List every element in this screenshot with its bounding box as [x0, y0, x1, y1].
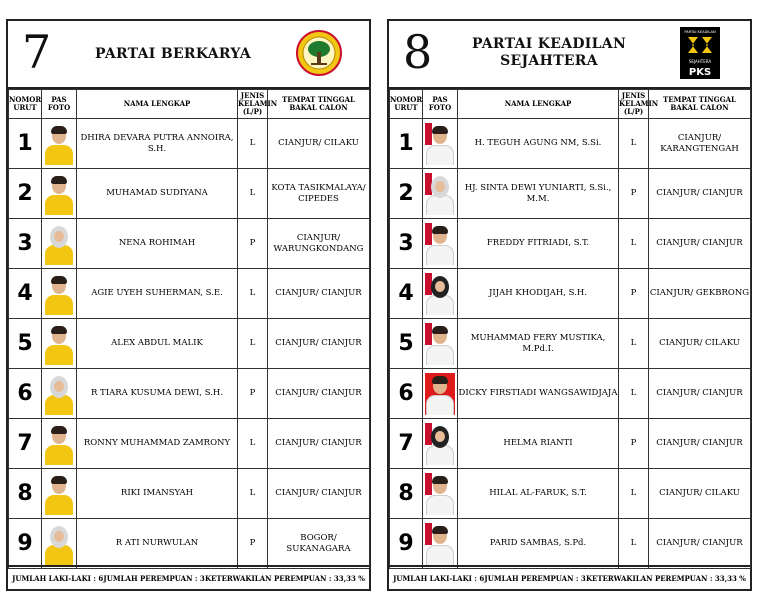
row-number: 5: [9, 319, 42, 369]
berkarya-logo-icon: [296, 30, 342, 76]
candidate-photo: [42, 319, 77, 369]
male-count: JUMLAH LAKI-LAKI : 6: [393, 573, 485, 583]
col-foto: PAS FOTO: [423, 90, 458, 119]
candidate-gender: P: [619, 169, 649, 219]
table-row: [390, 469, 751, 519]
candidate-gender: L: [238, 269, 268, 319]
candidate-name: R TIARA KUSUMA DEWI, S.H.: [77, 369, 238, 419]
candidate-photo: [423, 119, 458, 169]
col-foto: PAS FOTO: [42, 90, 77, 119]
row-number: 6: [9, 369, 42, 419]
party-number: 8: [403, 25, 433, 79]
candidate-photo: [423, 269, 458, 319]
row-number: 2: [390, 169, 423, 219]
party-number: 7: [22, 25, 52, 79]
pks-logo-abbr: PKS: [688, 67, 712, 78]
row-number: 8: [9, 469, 42, 519]
candidate-place: CIANJUR/ CILAKU: [649, 319, 751, 369]
row-number: 9: [390, 519, 423, 569]
pks-logo-text-mid: SEJAHTERA: [688, 59, 712, 64]
candidate-gender: L: [619, 219, 649, 269]
row-number: 4: [9, 269, 42, 319]
table-row: [390, 419, 751, 469]
party-name-line1: PARTAI KEADILAN: [471, 36, 627, 52]
table-row: [390, 219, 751, 269]
candidate-table: [8, 89, 370, 569]
candidate-photo: [42, 269, 77, 319]
party-panel-berkarya: [6, 19, 371, 591]
col-tempat: TEMPAT TINGGAL BAKAL CALON: [649, 90, 751, 119]
row-number: 4: [390, 269, 423, 319]
male-count: JUMLAH LAKI-LAKI : 6: [12, 573, 104, 583]
table-row: [9, 319, 370, 369]
candidate-name: MUHAMMAD FERY MUSTIKA, M.Pd.I.: [458, 319, 619, 369]
col-jenis: JENIS KELAMIN (L/P): [619, 90, 649, 119]
table-row: [9, 119, 370, 169]
candidate-table: [389, 89, 751, 569]
pks-logo-text-top: PARTAI KEADILAN: [684, 30, 716, 34]
candidate-place: CIANJUR/ CIANJUR: [268, 469, 370, 519]
row-number: 3: [390, 219, 423, 269]
candidate-gender: L: [619, 369, 649, 419]
candidate-name: HJ. SINTA DEWI YUNIARTI, S.Si., M.M.: [458, 169, 619, 219]
party-name-line2: SEJAHTERA: [500, 53, 598, 69]
candidate-gender: P: [238, 369, 268, 419]
table-row: [9, 519, 370, 569]
candidate-place: CIANJUR/ CIANJUR: [649, 169, 751, 219]
candidate-photo: [423, 469, 458, 519]
col-jenis: JENIS KELAMIN (L/P): [238, 90, 268, 119]
candidate-photo: [42, 469, 77, 519]
candidate-photo: [423, 519, 458, 569]
table-row: [390, 319, 751, 369]
party-header: [8, 21, 369, 89]
row-number: 9: [9, 519, 42, 569]
candidate-name: FREDDY FITRIADI, S.T.: [458, 219, 619, 269]
candidate-place: CIANJUR/ CILAKU: [649, 469, 751, 519]
candidate-name: JIJAH KHODIJAH, S.H.: [458, 269, 619, 319]
candidate-name: RIKI IMANSYAH: [77, 469, 238, 519]
female-count: JUMLAH PEREMPUAN : 3: [103, 573, 205, 583]
candidate-photo: [423, 369, 458, 419]
party-header: [389, 21, 750, 89]
candidate-name: ALEX ABDUL MALIK: [77, 319, 238, 369]
table-row: [9, 469, 370, 519]
col-nama: NAMA LENGKAP: [77, 90, 238, 119]
candidate-gender: L: [238, 119, 268, 169]
candidate-name: HELMA RIANTI: [458, 419, 619, 469]
col-nama: NAMA LENGKAP: [458, 90, 619, 119]
candidate-photo: [423, 169, 458, 219]
candidate-gender: L: [238, 319, 268, 369]
row-number: 3: [9, 219, 42, 269]
row-number: 6: [390, 369, 423, 419]
candidate-gender: L: [238, 419, 268, 469]
candidate-gender: P: [619, 269, 649, 319]
candidate-place: KOTA TASIKMALAYA/ CIPEDES: [268, 169, 370, 219]
table-row: [390, 369, 751, 419]
candidate-name: HILAL AL-FARUK, S.T.: [458, 469, 619, 519]
candidate-place: CIANJUR/ CIANJUR: [649, 369, 751, 419]
table-row: [9, 169, 370, 219]
female-representation: KETERWAKILAN PEREMPUAN : 33,33 %: [585, 573, 746, 583]
table-row: [9, 269, 370, 319]
candidate-place: BOGOR/ SUKANAGARA: [268, 519, 370, 569]
candidate-name: PARID SAMBAS, S.Pd.: [458, 519, 619, 569]
candidate-place: CIANJUR/ CIANJUR: [268, 319, 370, 369]
candidate-place: CIANJUR/ CILAKU: [268, 119, 370, 169]
table-row: [9, 419, 370, 469]
candidate-place: CIANJUR/ CIANJUR: [649, 219, 751, 269]
summary-footer: [389, 565, 750, 589]
candidate-name: NENA ROHIMAH: [77, 219, 238, 269]
row-number: 1: [390, 119, 423, 169]
col-nomor: NOMOR URUT: [390, 90, 423, 119]
candidate-name: RONNY MUHAMMAD ZAMRONY: [77, 419, 238, 469]
table-row: [390, 269, 751, 319]
candidate-gender: L: [619, 319, 649, 369]
candidate-photo: [423, 219, 458, 269]
row-number: 5: [390, 319, 423, 369]
candidate-photo: [42, 119, 77, 169]
female-representation: KETERWAKILAN PEREMPUAN : 33,33 %: [204, 573, 365, 583]
candidate-place: CIANJUR/ GEKBRONG: [649, 269, 751, 319]
row-number: 1: [9, 119, 42, 169]
col-tempat: TEMPAT TINGGAL BAKAL CALON: [268, 90, 370, 119]
summary-footer: [8, 565, 369, 589]
candidate-place: CIANJUR/ CIANJUR: [649, 419, 751, 469]
candidate-name: DICKY FIRSTIADI WANGSAWIDJAJA: [458, 369, 619, 419]
row-number: 8: [390, 469, 423, 519]
candidate-gender: L: [619, 519, 649, 569]
candidate-photo: [423, 419, 458, 469]
party-name: [449, 36, 649, 70]
candidate-name: MUHAMAD SUDIYANA: [77, 169, 238, 219]
col-nomor: NOMOR URUT: [9, 90, 42, 119]
candidate-photo: [42, 369, 77, 419]
candidate-place: CIANJUR/ CIANJUR: [268, 419, 370, 469]
candidate-place: CIANJUR/ CIANJUR: [268, 269, 370, 319]
candidate-gender: L: [619, 469, 649, 519]
candidate-photo: [42, 219, 77, 269]
table-row: [390, 519, 751, 569]
party-name: PARTAI BERKARYA: [95, 46, 251, 62]
row-number: 7: [390, 419, 423, 469]
candidate-place: CIANJUR/ CIANJUR: [649, 519, 751, 569]
pks-logo-icon: [680, 27, 720, 79]
candidate-photo: [423, 319, 458, 369]
candidate-place: CIANJUR/ WARUNGKONDANG: [268, 219, 370, 269]
candidate-name: H. TEGUH AGUNG NM, S.Si.: [458, 119, 619, 169]
candidate-gender: P: [238, 519, 268, 569]
candidate-name: DHIRA DEVARA PUTRA ANNOIRA, S.H.: [77, 119, 238, 169]
candidate-name: AGIE UYEH SUHERMAN, S.E.: [77, 269, 238, 319]
candidate-photo: [42, 419, 77, 469]
candidate-gender: L: [619, 119, 649, 169]
table-row: [9, 369, 370, 419]
candidate-place: CIANJUR/ KARANGTENGAH: [649, 119, 751, 169]
candidate-place: CIANJUR/ CIANJUR: [268, 369, 370, 419]
candidate-gender: P: [238, 219, 268, 269]
candidate-name: R ATI NURWULAN: [77, 519, 238, 569]
candidate-gender: L: [238, 169, 268, 219]
candidate-gender: P: [619, 419, 649, 469]
candidate-gender: L: [238, 469, 268, 519]
candidate-photo: [42, 169, 77, 219]
table-row: [9, 219, 370, 269]
row-number: 7: [9, 419, 42, 469]
row-number: 2: [9, 169, 42, 219]
table-row: [390, 119, 751, 169]
table-row: [390, 169, 751, 219]
candidate-photo: [42, 519, 77, 569]
party-panel-pks: [387, 19, 752, 591]
female-count: JUMLAH PEREMPUAN : 3: [484, 573, 586, 583]
